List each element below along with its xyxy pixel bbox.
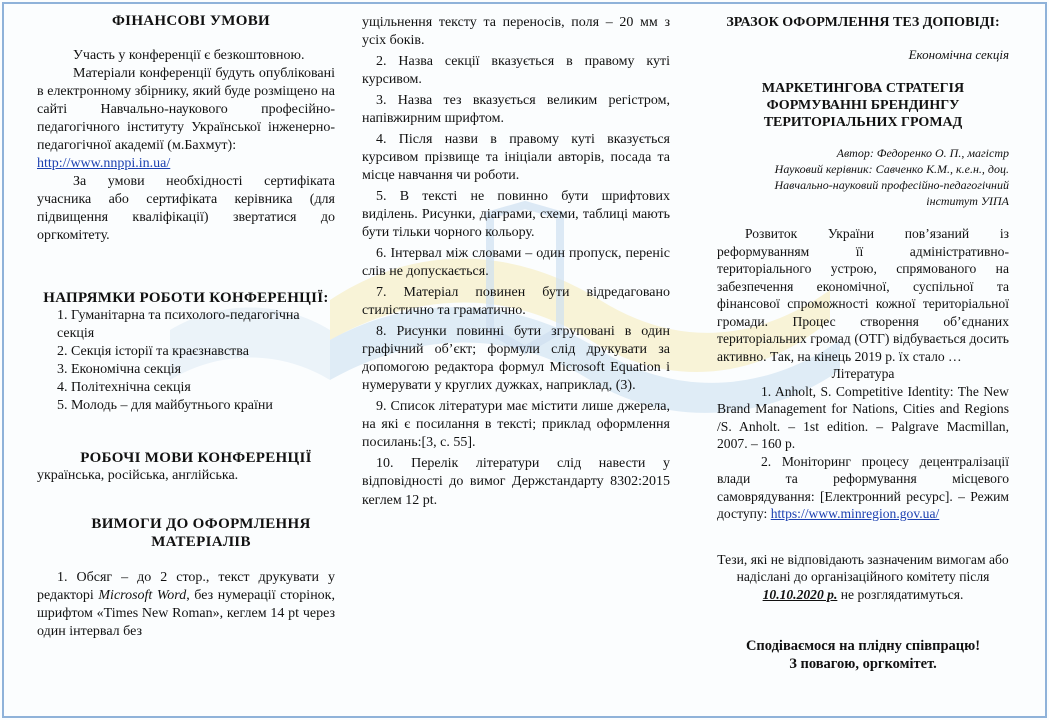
requirement-item: 2. Назва секції вказується в правому куті курсивом. (362, 53, 670, 88)
requirement-item-1: 1. Обсяг – до 2 стор., текст друкувати у редакторі Microsoft Word, без нумерації сторінок, шрифтом «Times New Roman», кеглем 14 pt через один інтервал без (37, 570, 335, 639)
direction-item: 2. Секція історії та краєзнавства (57, 344, 249, 359)
financial-terms-paragraph-3: За умови необхідності сертифіката учасника або сертифіката керівника (для підвищення кваліфікації) звертатися до оргкомітету. (37, 174, 335, 243)
direction-item: 1. Гуманітарна та психолого-педагогічна секція (57, 308, 300, 341)
sample-institute-line-1: Навчально-науковий професійно-педагогічний (774, 178, 1009, 192)
financial-terms-paragraph-2: Матеріали конференції будуть опубліковані в електронному збірнику, який буде розміщено на сайті Навчально-наукового професійно-педагогічного інституту Української інженерно-педагогічної академії (м.Бахмут): http://www.nnppi.in.ua/ (37, 66, 335, 171)
sample-heading: ЗРАЗОК ОФОРМЛЕННЯ ТЕЗ ДОПОВІДІ: (726, 15, 1000, 30)
financial-terms-paragraph-1: Участь у конференції є безкоштовною. (73, 48, 305, 63)
column-middle (362, 14, 670, 512)
sample-section-name: Економічна секція (908, 47, 1009, 62)
requirement-item: 3. Назва тез вказується великим регістром, напівжирним шрифтом. (362, 92, 670, 127)
sample-institute-line-2: інститут УІПА (926, 194, 1009, 208)
direction-item: 3. Економічна секція (57, 362, 182, 377)
requirement-item: 5. В тексті не повинно бути шрифтових виділень. Рисунки, діаграми, схеми, таблиці мають бути тільки чорного кольору. (362, 188, 670, 241)
requirements-heading: ВИМОГИ ДО ОФОРМЛЕННЯ МАТЕРІАЛІВ (91, 516, 311, 550)
working-languages-heading: РОБОЧІ МОВИ КОНФЕРЕНЦІЇ (80, 450, 312, 466)
requirement-item: 6. Інтервал між словами – один пропуск, переніс слів не допускається. (362, 245, 670, 280)
column-left (37, 12, 335, 641)
literature-heading: Література (831, 366, 895, 381)
closing-line-2: З повагою, оргкомітет. (789, 656, 937, 672)
requirement-item: 4. Після назви в правому куті вказується курсивом прізвище та ініціали авторів, посада та місце навчання чи роботи. (362, 131, 670, 184)
working-languages-text: українська, російська, англійська. (37, 468, 239, 483)
deadline-note: Тези, які не відповідають зазначеним вимогам або надіслані до організаційного комітету після 10.10.2020 р. не розглядатимуться. (717, 551, 1009, 602)
directions-heading: НАПРЯМКИ РОБОТИ КОНФЕРЕНЦІЇ: (43, 290, 329, 306)
direction-item: 5. Молодь – для майбутнього країни (57, 398, 273, 413)
closing-line-1: Сподіваємося на плідну співпрацю! (745, 638, 981, 654)
requirement-item: 10. Перелік літератури слід навести у відповідності до вимог Держстандарту 8302:2015 кеглем 12 pt. (362, 456, 670, 508)
financial-terms-heading: ФІНАНСОВІ УМОВИ (112, 13, 270, 29)
sample-author: Автор: Федоренко О. П., магістр (836, 146, 1009, 160)
directions-list (37, 307, 335, 415)
reference-2: 2. Моніторинг процесу децентралізації влади та реформування місцевого самоврядування: [Електронний ресурс]. – Режим доступу: https://www.minregion.gov.ua/ (717, 453, 1009, 521)
institute-website-link[interactable]: http://www.nnppi.in.ua/ (37, 156, 171, 171)
column-right (717, 14, 1009, 673)
requirement-item: 9. Список літератури має містити лише джерела, на які є посилання в тексті; приклад оформлення посилань:[3, с. 55]. (362, 399, 670, 451)
requirement-item: 7. Матеріал повинен бути відредаговано стилістично та граматично. (362, 284, 670, 319)
requirement-item-1-continued: ущільнення тексту та переносів, поля – 20 мм з усіх боків. (362, 15, 670, 49)
sample-body-text: Розвиток України пов’язаний із реформуванням її адміністративно-територіального устрою, спрямованого на забезпечення економічної, суспільної та фінансової спроможності кожної територіальної громади. Процес створення об’єднаних територіальних громад (ОТГ) відбувається досить активно. Так, на кінець 2019 р. їх стало … (717, 226, 1009, 364)
sample-paper-title: МАРКЕТИНГОВА СТРАТЕГІЯ ФОРМУВАННІ БРЕНДИНГУ ТЕРИТОРІАЛЬНИХ ГРОМАД (761, 81, 965, 130)
sample-supervisor: Науковий керівник: Савченко К.М., к.е.н., доц. (774, 162, 1009, 176)
minregion-link[interactable]: https://www.minregion.gov.ua/ (770, 506, 940, 521)
reference-1: 1. Anholt, S. Competitive Identity: The New Brand Management for Nations, Cities and Regions /S. Anholt. – 1st edition. – Palgrave Macmillan, 2007. – 160 p. (717, 383, 1009, 451)
direction-item: 4. Політехнічна секція (57, 380, 191, 395)
requirement-item: 8. Рисунки повинні бути згруповані в один графічний об’єкт; формули слід друкувати за допомогою редактора формул Microsoft Equation і нумерувати у круглих дужках, наприклад, (3). (362, 323, 670, 394)
